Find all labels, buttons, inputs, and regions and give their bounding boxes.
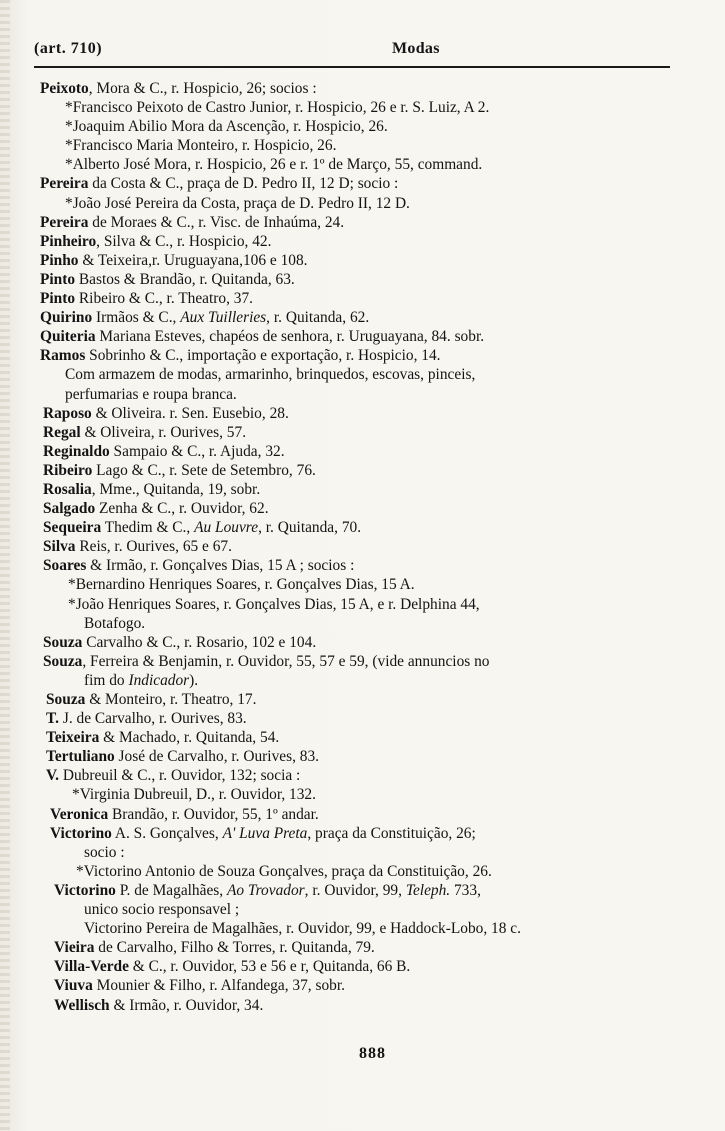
entry-text: Zenha & C., r. Ouvidor, 62. xyxy=(95,500,269,518)
directory-line xyxy=(0,461,725,480)
entry-text: & Irmão, r. Gonçalves Dias, 15 A ; socios : xyxy=(86,557,355,575)
directory-line xyxy=(0,251,725,270)
entry-text: P. de Magalhães, xyxy=(115,881,227,899)
page-header xyxy=(34,40,670,64)
entry-text: Botafogo. xyxy=(84,614,146,632)
entry-text: *Francisco Maria Monteiro, r. Hospicio, 26. xyxy=(65,137,337,155)
entry-text: , Ferreira & Benjamin, r. Ouvidor, 55, 57 e 59, (vide annuncios no xyxy=(82,652,490,670)
shop-name: Aux Tuilleries xyxy=(180,309,267,327)
entry-text: Dubreuil & C., r. Ouvidor, 132; socia : xyxy=(58,767,301,785)
directory-line xyxy=(0,614,725,633)
directory-line xyxy=(0,690,725,709)
directory-line xyxy=(0,919,725,938)
entry-text: Lago & C., r. Sete de Setembro, 76. xyxy=(92,461,316,479)
directory-line xyxy=(0,709,725,728)
entry-text: perfumarias e roupa branca. xyxy=(65,385,237,403)
directory-line xyxy=(0,996,725,1015)
directory-line xyxy=(0,423,725,442)
entry-text: , Mme., Quitanda, 19, sobr. xyxy=(91,480,261,498)
directory-line xyxy=(0,747,725,766)
shop-name: Ao Trovador xyxy=(226,881,305,899)
directory-line xyxy=(0,957,725,976)
entry-name: Villa-Verde xyxy=(54,958,129,976)
entry-text: Reis, r. Ourives, 65 e 67. xyxy=(75,538,232,556)
entry-name: T. xyxy=(46,710,59,728)
directory-line xyxy=(0,480,725,499)
directory-line xyxy=(0,938,725,957)
directory-line xyxy=(0,270,725,289)
entry-name: Veronica xyxy=(50,805,109,823)
entry-name: Victorino xyxy=(50,824,112,842)
directory-line xyxy=(0,404,725,423)
entry-name: Wellisch xyxy=(54,996,110,1014)
entry-text: Bastos & Brandão, r. Quitanda, 63. xyxy=(75,270,295,288)
entry-text: Mariana Esteves, chapéos de senhora, r. Uruguayana, 84. sobr. xyxy=(95,328,485,346)
directory-line xyxy=(0,499,725,518)
directory-line xyxy=(0,327,725,346)
entry-text: A. S. Gonçalves, xyxy=(111,824,223,842)
entry-name: Salgado xyxy=(43,500,96,518)
entry-text: Sobrinho & C., importação e exportação, r. Hospicio, 14. xyxy=(85,347,441,365)
directory-line xyxy=(0,595,725,614)
directory-line xyxy=(0,174,725,193)
entry-text: *Virginia Dubreuil, D., r. Ouvidor, 132. xyxy=(72,786,316,804)
directory-line xyxy=(0,900,725,919)
entry-name: Sequeira xyxy=(43,519,102,537)
directory-line xyxy=(0,155,725,174)
entry-text: , r. Quitanda, 62. xyxy=(266,309,370,327)
directory-line xyxy=(0,79,725,98)
directory-line xyxy=(0,308,725,327)
entry-text: , praça da Constituição, 26; xyxy=(307,824,476,842)
directory-line xyxy=(0,652,725,671)
entry-text: *Joaquim Abilio Mora da Ascenção, r. Hospicio, 26. xyxy=(65,118,388,136)
entry-name: V. xyxy=(46,767,59,785)
entry-name: Pinheiro xyxy=(40,232,97,250)
entry-text: Brandão, r. Ouvidor, 55, 1º andar. xyxy=(108,805,319,823)
header-rule xyxy=(34,66,670,68)
entry-text: & Oliveira. r. Sen. Eusebio, 28. xyxy=(91,404,289,422)
entry-name: Silva xyxy=(43,538,76,556)
entry-text: de Moraes & C., r. Visc. de Inhaúma, 24. xyxy=(88,213,345,231)
entry-text: *Francisco Peixoto de Castro Junior, r. Hospicio, 26 e r. S. Luiz, A 2. xyxy=(65,99,490,117)
entry-name: Teixeira xyxy=(46,729,100,747)
entry-text: *João José Pereira da Costa, praça de D. Pedro II, 12 D. xyxy=(65,194,410,212)
entry-name: Pinto xyxy=(40,290,76,308)
directory-line xyxy=(0,537,725,556)
directory-line xyxy=(0,442,725,461)
entry-text: *Victorino Antonio de Souza Gonçalves, praça da Constituição, 26. xyxy=(76,862,492,880)
directory-line xyxy=(0,805,725,824)
entry-text: J. de Carvalho, r. Ourives, 83. xyxy=(58,710,247,728)
directory-line xyxy=(0,365,725,384)
directory-line xyxy=(0,117,725,136)
shop-name: Au Louvre xyxy=(194,519,259,537)
entry-name: Souza xyxy=(43,633,83,651)
directory-line xyxy=(0,575,725,594)
entry-name: Quiteria xyxy=(40,328,96,346)
entry-text: & Oliveira, r. Ourives, 57. xyxy=(80,423,247,441)
directory-line xyxy=(0,232,725,251)
directory-line xyxy=(0,976,725,995)
entry-name: Souza xyxy=(46,691,86,708)
entry-name: Pinho xyxy=(40,251,79,269)
directory-line xyxy=(0,194,725,213)
entry-name: Vieira xyxy=(54,939,95,957)
entry-text: Sampaio & C., r. Ajuda, 32. xyxy=(109,442,285,460)
directory-line xyxy=(0,728,725,747)
entry-text: Mounier & Filho, r. Alfandega, 37, sobr. xyxy=(92,977,345,995)
directory-line xyxy=(0,862,725,881)
entry-text: & Teixeira,r. Uruguayana,106 e 108. xyxy=(78,251,308,269)
shop-name: A' Luva Preta xyxy=(222,824,308,842)
directory-line xyxy=(0,843,725,862)
entry-name: Raposo xyxy=(43,404,92,422)
entry-name: Pinto xyxy=(40,270,76,288)
entry-text: *Alberto José Mora, r. Hospicio, 26 e r. 1º de Março, 55, command. xyxy=(65,156,483,174)
directory-line xyxy=(0,346,725,365)
directory-line xyxy=(0,671,725,690)
entry-text: José de Carvalho, r. Ourives, 83. xyxy=(114,748,320,766)
entry-text: Ribeiro & C., r. Theatro, 37. xyxy=(75,290,254,308)
directory-line xyxy=(0,785,725,804)
section-title: Modas xyxy=(392,40,440,57)
entry-name: Tertuliano xyxy=(46,748,115,766)
page-number: 888 xyxy=(359,1045,386,1062)
entry-text: unico socio responsavel ; xyxy=(84,901,240,919)
entry-text: & Irmão, r. Ouvidor, 34. xyxy=(109,996,264,1014)
shop-name: Teleph. xyxy=(405,881,451,899)
entry-text: socio : xyxy=(84,843,125,861)
entry-text: fim do xyxy=(84,671,129,689)
entry-name: Viuva xyxy=(54,977,93,995)
entry-text: *João Henriques Soares, r. Gonçalves Dias, 15 A, e r. Delphina 44, xyxy=(68,595,480,613)
entry-name: Peixoto xyxy=(40,80,89,97)
directory-line xyxy=(0,213,725,232)
entry-name: Reginaldo xyxy=(43,442,110,460)
entry-name: Rosalia xyxy=(43,480,92,498)
entry-text: & Machado, r. Quitanda, 54. xyxy=(99,729,280,747)
entry-text: , r. Quitanda, 70. xyxy=(258,519,362,537)
entry-name: Pereira xyxy=(40,213,89,231)
directory-line xyxy=(0,385,725,404)
directory-line xyxy=(0,556,725,575)
entry-name: Quirino xyxy=(40,309,93,327)
entry-text: Thedim & C., xyxy=(101,519,195,537)
article-reference: (art. 710) xyxy=(34,40,103,57)
entry-text: , Mora & C., r. Hospicio, 26; socios : xyxy=(88,80,317,97)
entry-text: , Silva & C., r. Hospicio, 42. xyxy=(96,232,272,250)
entry-text: Irmãos & C., xyxy=(92,309,181,327)
entry-name: Ramos xyxy=(40,347,86,365)
shop-name: Indicador xyxy=(128,671,190,689)
entry-text: da Costa & C., praça de D. Pedro II, 12 D; socio : xyxy=(88,175,399,193)
directory-entries xyxy=(0,79,725,1015)
directory-line xyxy=(0,518,725,537)
entry-text: , r. Ouvidor, 99, xyxy=(304,881,406,899)
directory-line xyxy=(0,766,725,785)
entry-text: Carvalho & C., r. Rosario, 102 e 104. xyxy=(82,633,317,651)
directory-line xyxy=(0,881,725,900)
entry-name: Regal xyxy=(43,423,81,441)
directory-line xyxy=(0,98,725,117)
entry-text: & Monteiro, r. Theatro, 17. xyxy=(85,691,257,708)
directory-line xyxy=(0,633,725,652)
entry-text: & C., r. Ouvidor, 53 e 56 e r, Quitanda, 66 B. xyxy=(128,958,411,976)
entry-name: Souza xyxy=(43,652,83,670)
entry-text: 733, xyxy=(450,881,481,899)
directory-line xyxy=(0,824,725,843)
entry-name: Pereira xyxy=(40,175,89,193)
entry-text: Com armazem de modas, armarinho, brinquedos, escovas, pinceis, xyxy=(65,366,476,384)
entry-text: *Bernardino Henriques Soares, r. Gonçalves Dias, 15 A. xyxy=(68,576,415,594)
entry-text: ). xyxy=(189,671,199,689)
entry-text: de Carvalho, Filho & Torres, r. Quitanda, 79. xyxy=(94,939,375,957)
entry-text: Victorino Pereira de Magalhães, r. Ouvidor, 99, e Haddock-Lobo, 18 c. xyxy=(84,920,521,938)
directory-line xyxy=(0,136,725,155)
entry-name: Soares xyxy=(43,557,87,575)
directory-line xyxy=(0,289,725,308)
entry-name: Ribeiro xyxy=(43,461,93,479)
entry-name: Victorino xyxy=(54,881,116,899)
